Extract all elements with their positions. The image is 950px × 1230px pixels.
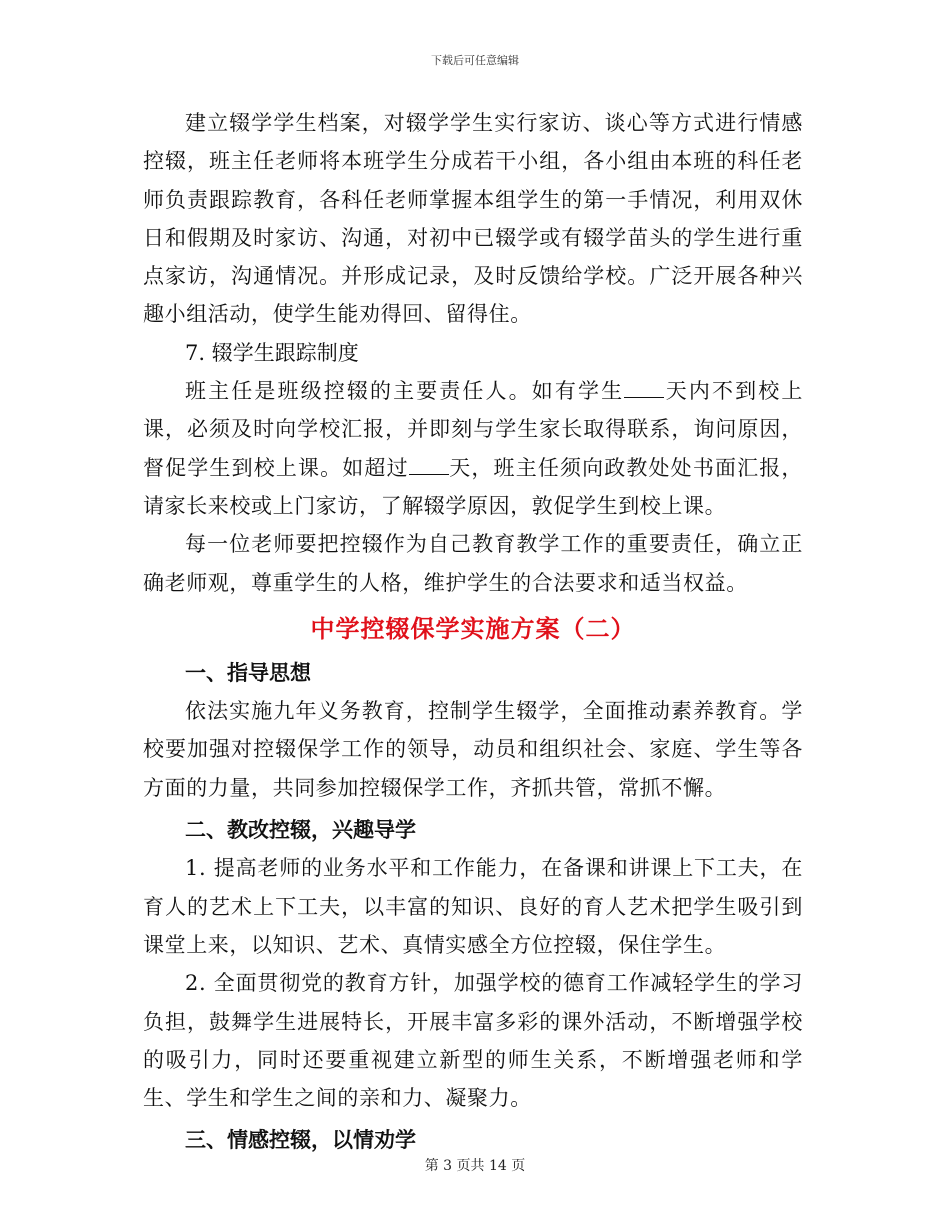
page-header: 下载后可任意编辑 <box>431 54 519 67</box>
section-heading-2: 二、教改控辍，兴趣导学 <box>185 817 416 843</box>
text-fragment: 班主任是班级控辍的主要责任人。如有学生 <box>185 379 625 404</box>
section-heading-1: 一、指导思想 <box>185 659 311 685</box>
blank-underline <box>624 379 664 398</box>
section-2-item-2: 2. 全面贯彻党的教育方针，加强学校的德育工作减轻学生的学习负担，鼓舞学生进展特长，开展丰富多彩的课外活动，不断增强学校的吸引力，同时还要重视建立新型的师生关系，不断增强老师和学生、学生和学生之间的亲和力、凝聚力。 <box>143 971 803 1111</box>
page-footer: 第 3 页共 14 页 <box>424 1158 526 1174</box>
text-fragment: 天内不到校上课，必须及时向学校汇报，并即刻与学生家长取得联系，询问原因，督促学生到校上课。如超过 <box>143 379 803 480</box>
paragraph-teacher-duty: 每一位老师要把控辍作为自己教育教学工作的重要责任，确立正确老师观，尊重学生的人格，维护学生的合法要求和适当权益。 <box>143 532 803 595</box>
section-1-text: 依法实施九年义务教育，控制学生辍学，全面推动素养教育。学校要加强对控辍保学工作的领导，动员和组织社会、家庭、学生等各方面的力量，共同参加控辍保学工作，齐抓共管，常抓不懈。 <box>143 699 803 800</box>
paragraph-class-teacher <box>143 372 803 525</box>
section-heading-3: 三、情感控辍，以情劝学 <box>185 1127 416 1153</box>
paragraph-archive: 建立辍学学生档案，对辍学学生实行家访、谈心等方式进行情感控辍，班主任老师将本班学生分成若干小组，各小组由本班的科任老师负责跟踪教育，各科任老师掌握本组学生的第一手情况，利用双休日和假期及时家访、沟通，对初中已辍学或有辍学苗头的学生进行重点家访，沟通情况。并形成记录，及时反馈给学校。广泛开展各种兴趣小组活动，使学生能劝得回、留得住。 <box>143 111 803 327</box>
text-fragment: 天，班主任须向政教处处书面汇报，请家长来校或上门家访，了解辍学原因，敦促学生到校上课。 <box>143 455 803 518</box>
section-2-item-1: 1. 提高老师的业务水平和工作能力，在备课和讲课上下工夫，在育人的艺术上下工夫，以丰富的知识、良好的育人艺术把学生吸引到课堂上来，以知识、艺术、真情实感全方位控辍，保住学生。 <box>143 856 803 957</box>
item-heading-7: 7. 辍学生跟踪制度 <box>185 340 359 365</box>
document-body <box>143 104 803 1160</box>
blank-underline <box>409 456 449 475</box>
document-title: 中学控辍保学实施方案（二） <box>310 613 636 643</box>
